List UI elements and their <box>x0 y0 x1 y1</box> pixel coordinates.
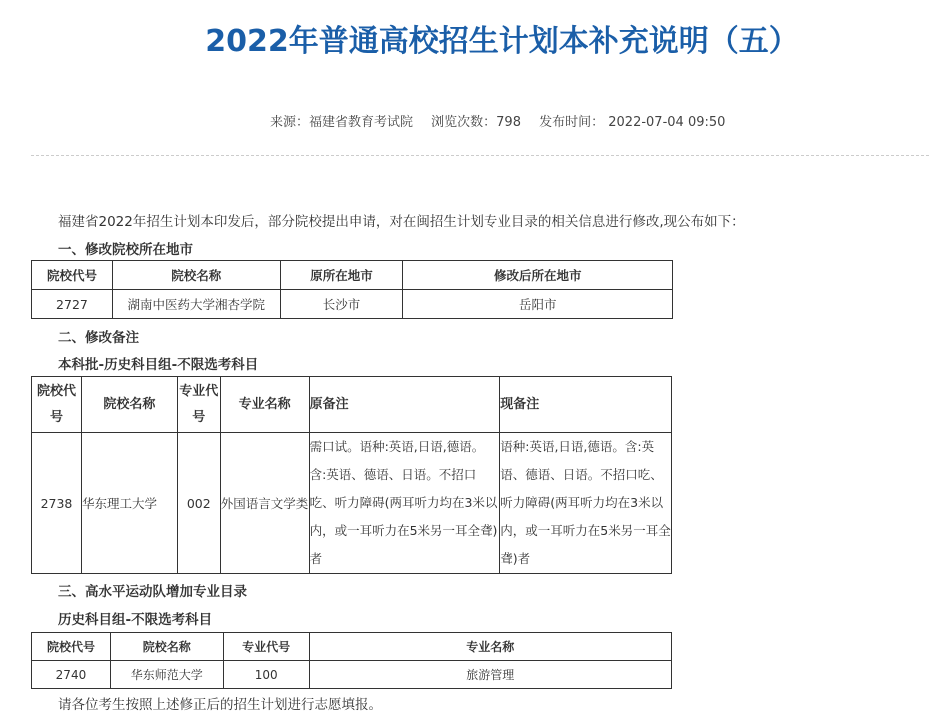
divider <box>31 155 929 156</box>
table-row <box>32 433 672 574</box>
table-header: 院校代号 <box>32 377 82 433</box>
table-cell: 2727 <box>32 290 113 319</box>
intro-paragraph: 福建省2022年招生计划本印发后，部分院校提出申请，对在闽招生计划专业目录的相关信息进行修改,现公布如下： <box>58 214 745 230</box>
table-header: 院校名称 <box>81 377 177 433</box>
table-header: 专业名称 <box>220 377 309 433</box>
table-cell: 华东理工大学 <box>81 433 177 574</box>
table-header: 院校代号 <box>32 633 111 661</box>
location-change-table <box>31 260 673 319</box>
table-header: 现备注 <box>500 377 672 433</box>
table-header: 院校名称 <box>112 261 280 290</box>
table-cell: 002 <box>177 433 220 574</box>
table-cell: 外国语言文学类 <box>220 433 309 574</box>
table-cell: 需口试。语种:英语,日语,德语。含:英语、德语、日语。不招口吃、听力障碍(两耳听力均在3米以内，或一耳听力在5米另一耳全聋)者 <box>309 433 500 574</box>
section3-heading: 三、高水平运动队增加专业目录 <box>58 584 247 600</box>
section2-heading: 二、修改备注 <box>58 330 139 346</box>
section1-heading: 一、修改院校所在地市 <box>58 242 193 258</box>
publish-time: 发布时间： 2022-07-04 09:50 <box>539 115 726 130</box>
table-cell: 湖南中医药大学湘杏学院 <box>112 290 280 319</box>
note-change-table <box>31 376 672 574</box>
source-text: 来源：福建省教育考试院 <box>270 115 414 130</box>
table-header: 原所在地市 <box>280 261 403 290</box>
table-cell: 旅游管理 <box>309 661 671 689</box>
table-header-row <box>32 633 672 661</box>
table-header: 专业名称 <box>309 633 671 661</box>
table-cell: 长沙市 <box>280 290 403 319</box>
table-cell: 华东师范大学 <box>110 661 223 689</box>
table-header: 专业代号 <box>223 633 309 661</box>
table-header-row <box>32 261 673 290</box>
closing-paragraph: 请各位考生按照上述修正后的招生计划进行志愿填报。 <box>58 697 382 713</box>
table-cell: 语种:英语,日语,德语。含:英语、德语、日语。不招口吃、听力障碍(两耳听力均在3米以内，或一耳听力在5米另一耳全聋)者 <box>500 433 672 574</box>
table-cell: 2740 <box>32 661 111 689</box>
page-title: 2022年普通高校招生计划本补充说明（五） <box>205 24 799 59</box>
table-header: 院校代号 <box>32 261 113 290</box>
view-count: 浏览次数：798 <box>431 115 521 130</box>
table-cell: 100 <box>223 661 309 689</box>
added-major-table <box>31 632 672 689</box>
table-header: 原备注 <box>309 377 500 433</box>
table-header: 修改后所在地市 <box>403 261 673 290</box>
section2-subheading: 本科批-历史科目组-不限选考科目 <box>58 357 259 373</box>
table-cell: 2738 <box>32 433 82 574</box>
table-row <box>32 661 672 689</box>
table-cell: 岳阳市 <box>403 290 673 319</box>
table-row <box>32 290 673 319</box>
table-header: 院校名称 <box>110 633 223 661</box>
article-meta <box>270 111 739 130</box>
section3-subheading: 历史科目组-不限选考科目 <box>58 612 213 628</box>
table-header-row <box>32 377 672 433</box>
table-header: 专业代号 <box>177 377 220 433</box>
